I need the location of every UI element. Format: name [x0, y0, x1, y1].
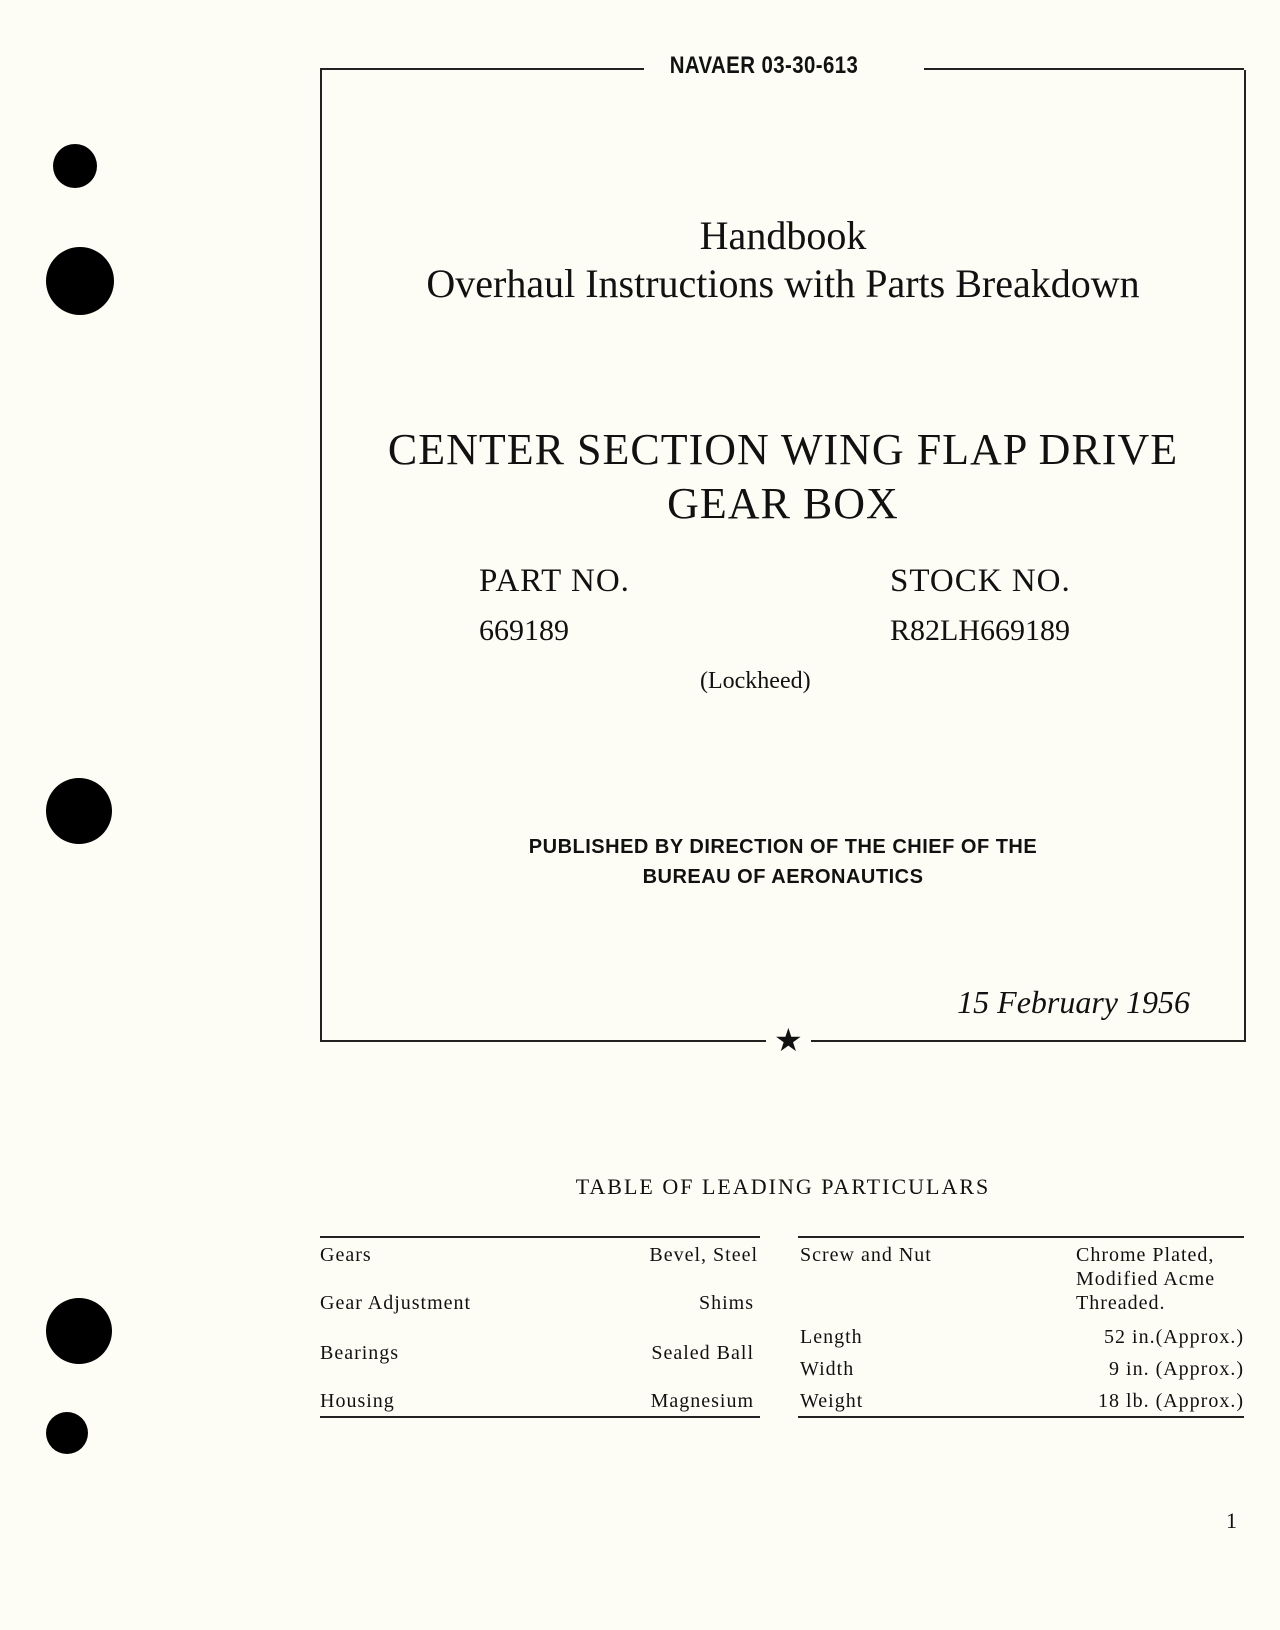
binder-hole	[46, 778, 112, 844]
table-title: TABLE OF LEADING PARTICULARS	[575, 1174, 991, 1199]
binder-hole	[46, 1412, 88, 1454]
row-label: Housing	[320, 1390, 395, 1412]
row-value: Bevel, Steel	[649, 1244, 758, 1266]
row-label: Bearings	[320, 1342, 400, 1364]
document-code: NAVAER 03-30-613	[669, 52, 859, 79]
manufacturer: (Lockheed)	[700, 668, 811, 694]
row-label: Screw and Nut	[800, 1244, 932, 1266]
row-value: 9 in. (Approx.)	[1109, 1358, 1244, 1380]
binder-hole	[46, 247, 114, 315]
row-value: Sealed Ball	[651, 1342, 754, 1364]
binder-hole	[46, 1298, 112, 1364]
row-value: Chrome Plated,	[1076, 1244, 1215, 1266]
part-no-value: 669189	[479, 614, 569, 647]
subject-title-line1: CENTER SECTION WING FLAP DRIVE	[387, 425, 1179, 474]
subject-title-line2: GEAR BOX	[667, 479, 899, 528]
row-label: Gears	[320, 1244, 372, 1266]
particulars-table-right	[798, 1236, 1244, 1418]
star-icon: ★	[766, 1024, 811, 1056]
row-label: Weight	[800, 1390, 864, 1412]
row-label: Length	[800, 1326, 863, 1348]
row-value: 52 in.(Approx.)	[1104, 1326, 1244, 1348]
row-label: Gear Adjustment	[320, 1292, 472, 1314]
title-handbook: Handbook	[699, 213, 867, 258]
row-value: Magnesium	[650, 1390, 754, 1412]
row-value: Shims	[698, 1292, 754, 1314]
part-no-label: PART NO.	[479, 563, 630, 599]
stock-no-label: STOCK NO.	[890, 563, 1071, 599]
row-value: Threaded.	[1076, 1292, 1166, 1314]
stock-no-value: R82LH669189	[890, 614, 1070, 647]
particulars-table-left	[320, 1236, 760, 1418]
row-value: Modified Acme	[1076, 1268, 1216, 1290]
publication-date: 15 February 1956	[957, 984, 1190, 1020]
publisher-line2: BUREAU OF AERONAUTICS	[642, 866, 924, 888]
publisher-line1: PUBLISHED BY DIRECTION OF THE CHIEF OF THE	[528, 836, 1038, 858]
row-label: Width	[800, 1358, 855, 1380]
row-value: 18 lb. (Approx.)	[1098, 1390, 1244, 1412]
title-subtitle: Overhaul Instructions with Parts Breakdown	[426, 261, 1140, 306]
page-number: 1	[1226, 1508, 1237, 1533]
binder-hole	[53, 144, 97, 188]
